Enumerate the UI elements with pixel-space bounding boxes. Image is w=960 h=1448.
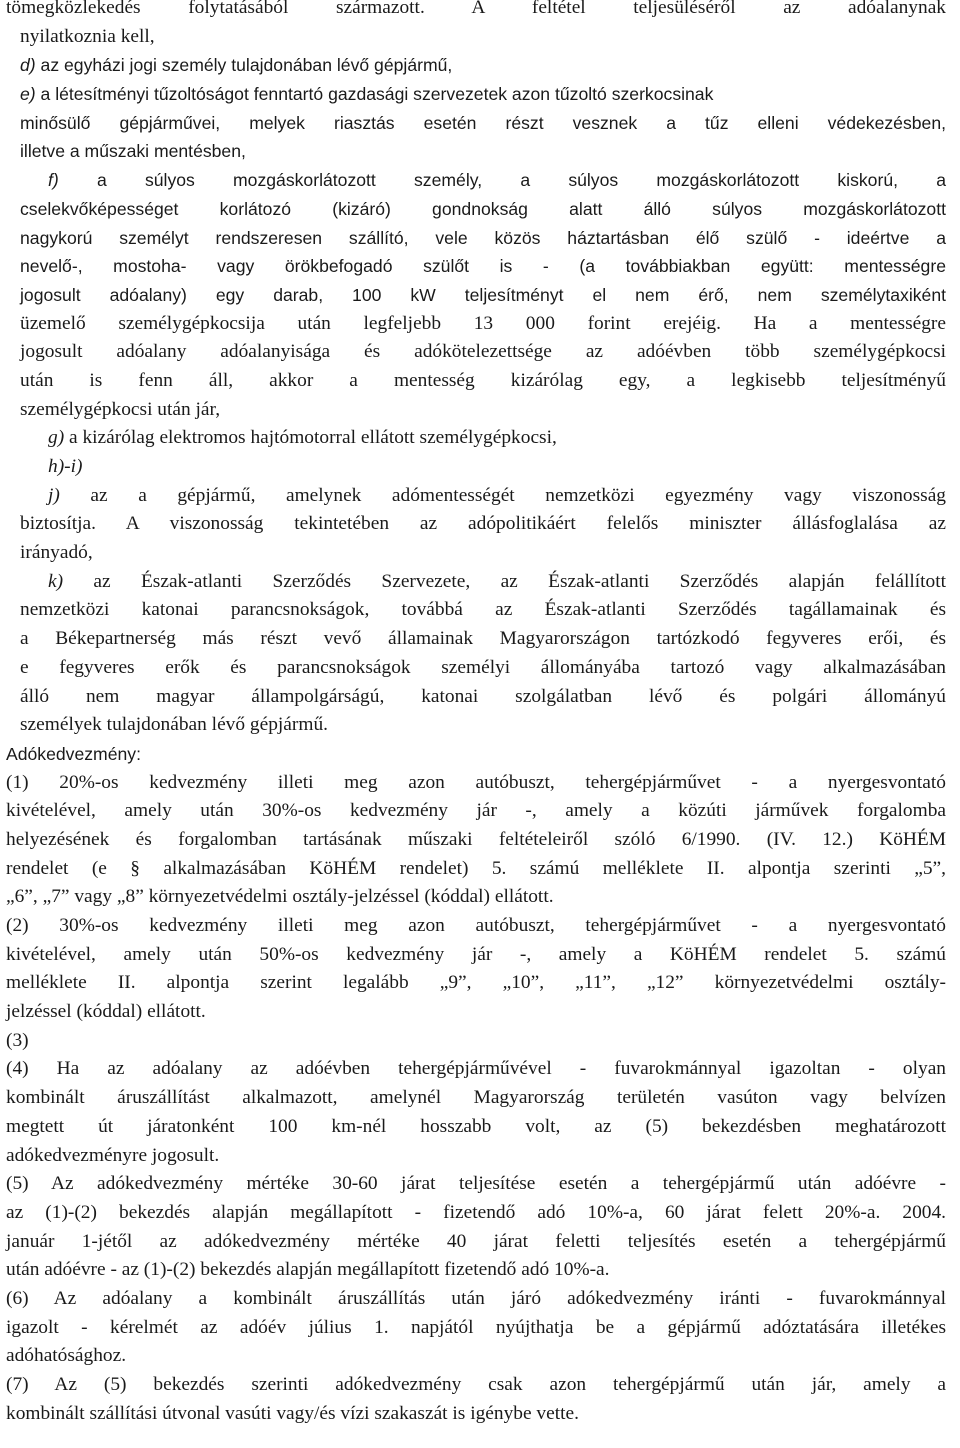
list-item-text: a létesítményi tűzoltóságot fenntartó gazdasági szervezetek azon tűzoltó szerkocsinak [35, 84, 714, 105]
text-line: jogosult adóalany adóalanyisága és adókötelezettsége az adóévben több személygépkocsi [20, 341, 946, 363]
paragraph-line: melléklete II. alpontja szerint legalább „9”, „10”, „11”, „12” környezetvédelmi osztály- [6, 972, 946, 994]
text-line: személyek tulajdonában lévő gépjármű. [20, 714, 328, 736]
list-marker: g) [48, 427, 65, 449]
paragraph-line: (5) Az adókedvezmény mértéke 30-60 járat teljesítése esetén a tehergépjármű után adóévre - [6, 1173, 946, 1195]
text-line: jogosult adóalany) egy darab, 100 kW teljesítményt el nem érő, nem személytaxiként [20, 284, 946, 305]
list-item-text: a kizárólag elektromos hajtómotorral ellátott személygépkocsi, [64, 427, 557, 449]
text-line: illetve a műszaki mentésben, [20, 141, 246, 162]
list-item-text: az a gépjármű, amelynek adómentességét nemzetközi egyezmény vagy viszonosság [59, 484, 946, 506]
list-marker: h)-i) [48, 456, 83, 477]
paragraph-line: (1) 20%-os kedvezmény illeti meg azon autóbuszt, tehergépjárművet - a nyergesvontató [6, 771, 946, 793]
paragraph-line: megtett út járatonként 100 km-nél hosszabb volt, az (5) bekezdésben meghatározott [6, 1115, 946, 1137]
paragraph-line: után adóévre - az (1)-(2) bekezdés alapján megállapított fizetendő adó 10%-a. [6, 1259, 610, 1281]
text-line: személygépkocsi után jár, [20, 398, 221, 420]
paragraph-line: kombinált szállítási útvonal vasúti vagy/és vízi szakaszát is igénybe vette. [6, 1402, 579, 1424]
document-page [6, 0, 946, 1428]
paragraph-line: kombinált áruszállítást alkalmazott, amelynél Magyarország területén vasúton vagy belvízen [6, 1087, 946, 1109]
paragraph-line: adókedvezményre jogosult. [6, 1144, 220, 1166]
text-line: minősülő gépjárművei, melyek riasztás esetén részt vesznek a tűz elleni védekezésben, [20, 112, 946, 133]
text-line: irányadó, [20, 542, 93, 564]
list-marker: d) [20, 55, 36, 76]
paragraph-line: igazolt - kérelmét az adóév július 1. napjától nyújthatja be a gépjármű adóztatására illetékes [6, 1316, 946, 1338]
list-marker: j) [48, 484, 60, 506]
text-line: biztosítja. A viszonosság tekintetében az adópolitikáért felelős miniszter állásfoglalása az [20, 513, 946, 535]
text-line: álló nem magyar állampolgárságú, katonai szolgálatban lévő és polgári állományú [20, 685, 946, 707]
list-item-text: a súlyos mozgáskorlátozott személy, a súlyos mozgáskorlátozott kiskorú, a [58, 170, 946, 191]
text-line: nemzetközi katonai parancsnokságok, továbbá az Észak-atlanti Szerződés tagállamainak és [20, 599, 946, 621]
text-line: cselekvőképességet korlátozó (kizáró) gondnokság alatt álló súlyos mozgáskorlátozott [20, 198, 946, 219]
list-item-text: az egyházi jogi személy tulajdonában lévő gépjármű, [35, 55, 453, 76]
text-line: e fegyveres erők és parancsnokságok személyi állományába tartozó vagy alkalmazásában [20, 656, 946, 678]
list-marker: e) [20, 84, 36, 105]
paragraph-line: január 1-jétől az adókedvezmény mértéke 40 járat feletti teljesítés esetén a tehergépjármű [6, 1230, 946, 1252]
paragraph-line: rendelet (e § alkalmazásában KöHÉM rendelet) 5. számú melléklete II. alpontja szerinti „5”, [6, 857, 946, 879]
paragraph-line: kivételével, amely után 30%-os kedvezmény jár -, amely a közúti járművek forgalomba [6, 800, 946, 822]
list-marker: f) [48, 170, 59, 191]
list-item-k [6, 568, 946, 597]
paragraph-line: adóhatósághoz. [6, 1345, 127, 1367]
list-marker: k) [48, 570, 64, 592]
text-line: a Békepartnerség más részt vevő államainak Magyarországon tartózkodó fegyveres erői, és [20, 628, 946, 650]
paragraph-line: jelzéssel (kóddal) ellátott. [6, 1001, 206, 1023]
paragraph-line: (6) Az adóalany a kombinált áruszállítás után járó adókedvezmény iránti - fuvarokmánnyal [6, 1287, 946, 1309]
text-line: nagykorú személyt rendszeresen szállító, vele közös háztartásban élő szülő - ideértve a [20, 227, 946, 248]
paragraph-line: (4) Ha az adóalany az adóévben tehergépjárművével - fuvarokmánnyal igazoltan - olyan [6, 1058, 946, 1080]
list-item-f [6, 166, 946, 195]
paragraph-line: helyezésének és forgalomban tartásának műszaki feltételeiről szóló 6/1990. (IV. 12.) KöHÉM [6, 828, 946, 850]
text-line: nevelő-, mostoha- vagy örökbefogadó szülőt is - (a továbbiakban együtt: mentességre [20, 256, 946, 277]
paragraph-line: (3) [6, 1029, 29, 1051]
list-item-text: az Észak-atlanti Szerződés Szervezete, az Észak-atlanti Szerződés alapján felállított [63, 570, 946, 592]
list-item-e [6, 80, 946, 109]
text-line: üzemelő személygépkocsija után legfeljebb 13 000 forint erejéig. Ha a mentességre [20, 312, 946, 334]
text-line: nyilatkoznia kell, [20, 25, 155, 47]
text-line: után is fenn áll, akkor a mentesség kizárólag egy, a legkisebb teljesítményű [20, 369, 946, 391]
text-line: tömegközlekedés folytatásából származott. A feltétel teljesüléséről az adóalanynak [6, 0, 946, 18]
list-item-j [6, 482, 946, 511]
list-item-d [6, 51, 946, 80]
paragraph-line: az (1)-(2) bekezdés alapján megállapított - fizetendő adó 10%-a, 60 járat felett 20%-a. 2004. [6, 1201, 946, 1223]
list-item-g [6, 424, 946, 453]
section-heading: Adókedvezmény: [6, 743, 141, 764]
paragraph-line: „6”, „7” vagy „8” környezetvédelmi osztály-jelzéssel (kóddal) ellátott. [6, 886, 554, 908]
paragraph-line: kivételével, amely után 50%-os kedvezmény jár -, amely a KöHÉM rendelet 5. számú [6, 943, 946, 965]
paragraph-line: (2) 30%-os kedvezmény illeti meg azon autóbuszt, tehergépjárművet - a nyergesvontató [6, 915, 946, 936]
paragraph-line: (7) Az (5) bekezdés szerinti adókedvezmény csak azon tehergépjármű után jár, amely a [6, 1374, 946, 1395]
list-item-h-i [6, 453, 946, 482]
